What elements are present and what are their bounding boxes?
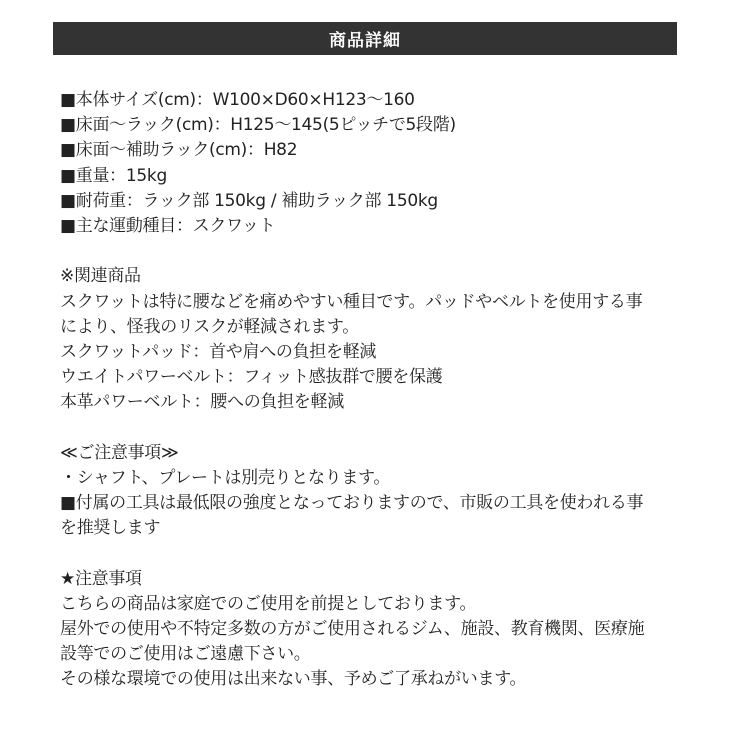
caution-heading: ≪ご注意事項≫	[60, 442, 179, 463]
spec-weight: ■重量：15kg	[60, 165, 167, 186]
product-details	[60, 88, 710, 693]
caution-line: を推奨します	[60, 518, 161, 539]
caution-line: ■付属の工具は最低限の強度となっておりますので、市販の工具を使われる事	[60, 493, 644, 513]
spec-aux-rack-height: ■床面〜補助ラック(cm)：H82	[60, 140, 298, 161]
section-title: 商品詳細	[329, 31, 401, 51]
related-heading: ※関連商品	[60, 266, 141, 287]
notes-line: こちらの商品は家庭でのご使用を前提としております。	[60, 593, 477, 614]
caution-section	[60, 441, 710, 542]
notes-section	[60, 567, 710, 693]
related-products	[60, 264, 710, 415]
spacer	[60, 415, 710, 440]
spec-size: ■本体サイズ(cm)：W100×D60×H123〜160	[60, 90, 415, 110]
notes-line: その様な環境での使用は出来ない事、予めご了承ねがいます。	[60, 669, 527, 690]
related-line: ウエイトパワーベルト：フィット感抜群で腰を保護	[60, 367, 443, 388]
notes-line: 設等でのご使用はご遠慮下さい。	[60, 644, 311, 665]
spacer	[60, 541, 710, 566]
related-line: 本革パワーベルト：腰への負担を軽減	[60, 392, 344, 413]
caution-line: ・シャフト、プレートは別売りとなります。	[60, 467, 391, 488]
spec-load-capacity: ■耐荷重：ラック部 150kg / 補助ラック部 150kg	[60, 190, 438, 211]
notes-heading: ★注意事項	[60, 568, 142, 589]
spec-rack-height: ■床面〜ラック(cm)：H125〜145(5ピッチで5段階)	[60, 115, 456, 136]
notes-line: 屋外での使用や不特定多数の方がご使用されるジム、施設、教育機関、医療施	[60, 618, 645, 639]
related-line: スクワットパッド：首や肩への負担を軽減	[60, 341, 377, 362]
spacer	[60, 239, 710, 264]
related-line: により、怪我のリスクが軽減されます。	[60, 316, 359, 337]
spec-list	[60, 88, 710, 239]
spec-exercise: ■主な運動種目：スクワット	[60, 215, 276, 236]
related-line: スクワットは特に腰などを痛めやすい種目です。パッドやベルトを使用する事	[60, 291, 643, 312]
section-header	[53, 22, 677, 55]
